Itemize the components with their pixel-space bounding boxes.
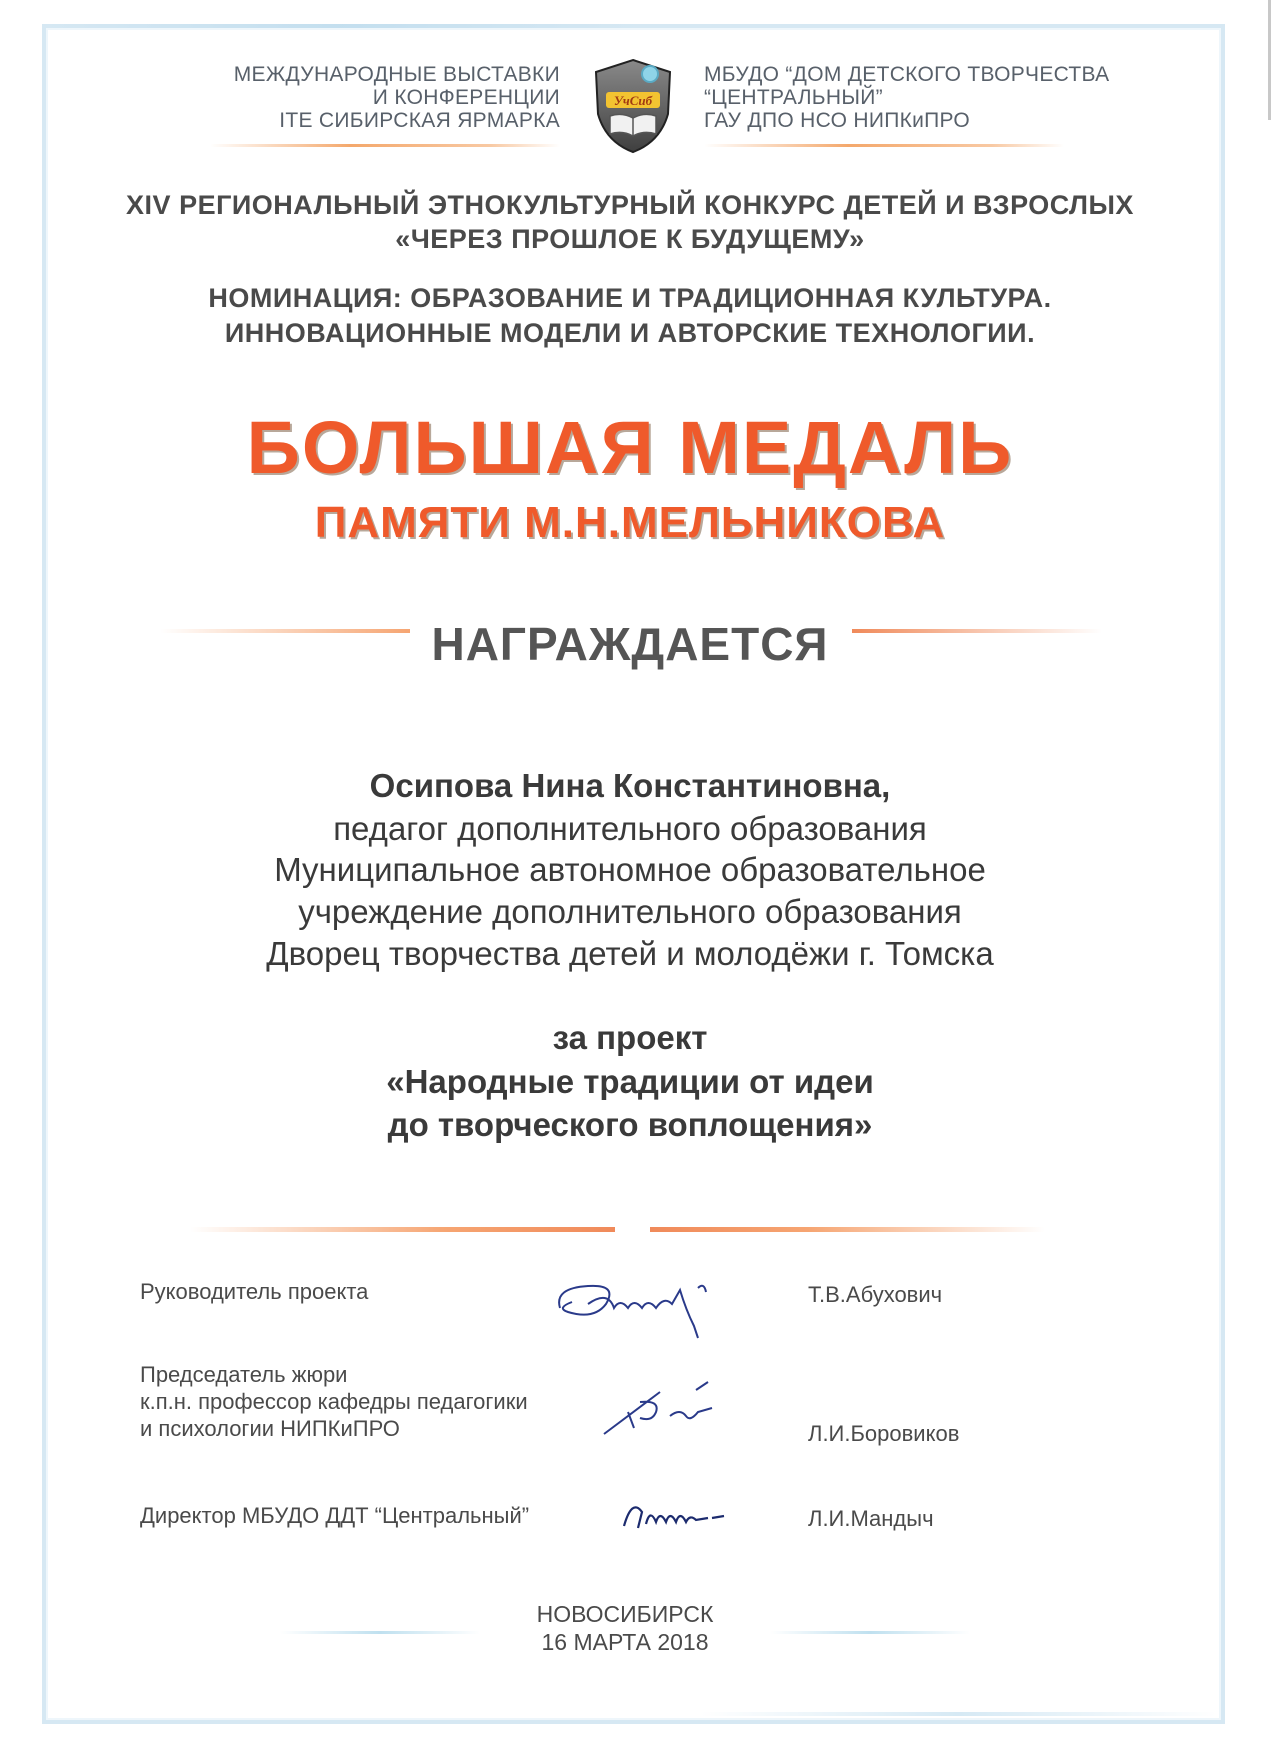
footer-place-date xyxy=(440,1600,810,1656)
signatures-divider-right xyxy=(650,1227,1045,1232)
right-organizer-line: МБУДО “ДОМ ДЕТСКОГО ТВОРЧЕСТВА xyxy=(704,63,1110,86)
project-title-line: до творческого воплощения» xyxy=(387,1106,873,1143)
header-divider-right xyxy=(704,144,1064,147)
awarded-divider-right xyxy=(852,629,1102,633)
footer-city: НОВОСИБИРСК xyxy=(536,1601,714,1627)
left-organizer xyxy=(170,63,560,132)
signer-name: Л.И.Боровиков xyxy=(808,1421,960,1446)
signature-director xyxy=(620,1488,730,1538)
award-title: БОЛЬШАЯ МЕДАЛЬ xyxy=(246,406,1014,489)
contest-title: XIV РЕГИОНАЛЬНЫЙ ЭТНОКУЛЬТУРНЫЙ КОНКУРС ДЕТЕЙ И ВЗРОСЛЫХ xyxy=(126,190,1134,220)
footer-divider-right xyxy=(770,1631,970,1634)
recipient-organization-line: Муниципальное автономное образовательное xyxy=(274,851,986,888)
awarded-label: НАГРАЖДАЕТСЯ xyxy=(431,618,829,670)
uchsib-logo xyxy=(588,56,678,156)
signature-label-line: к.п.н. профессор кафедры педагогики xyxy=(140,1389,528,1414)
right-organizer-line: “ЦЕНТРАЛЬНЫЙ” xyxy=(704,86,883,109)
nomination-line-1: НОМИНАЦИЯ: ОБРАЗОВАНИЕ И ТРАДИЦИОННАЯ КУЛЬТУРА. xyxy=(208,283,1052,313)
logo-text: УчСиб xyxy=(613,93,653,108)
signatures-divider-left xyxy=(190,1227,615,1232)
signature-label-line: Председатель жюри xyxy=(140,1362,348,1387)
left-organizer-line: И КОНФЕРЕНЦИИ xyxy=(372,86,560,109)
recipient-organization-line: учреждение дополнительного образования xyxy=(298,893,962,930)
border-gloss xyxy=(700,1712,1217,1716)
project-title-line: «Народные традиции от идеи xyxy=(386,1063,874,1100)
award-subtitle: ПАМЯТИ М.Н.МЕЛЬНИКОВА xyxy=(314,498,946,547)
signer-name: Л.И.Мандыч xyxy=(808,1506,934,1531)
signature-label-director xyxy=(140,1502,529,1529)
border-gloss xyxy=(42,24,642,28)
contest-subtitle: «ЧЕРЕЗ ПРОШЛОЕ К БУДУЩЕМУ» xyxy=(395,224,865,254)
left-organizer-line: МЕЖДУНАРОДНЫЕ ВЫСТАВКИ xyxy=(233,63,560,86)
footer-date: 16 МАРТА 2018 xyxy=(541,1629,709,1655)
signature-label-project-head xyxy=(140,1278,368,1305)
signer-name: Т.В.Абухович xyxy=(808,1282,943,1307)
book-emblem-icon xyxy=(588,56,678,156)
signature-jury-chair xyxy=(600,1372,740,1442)
signature-label-jury-chair xyxy=(140,1361,528,1442)
right-organizer xyxy=(704,63,1124,132)
scan-edge xyxy=(1268,0,1271,120)
recipient-position: педагог дополнительного образования xyxy=(333,810,927,847)
signature-project-head xyxy=(548,1268,748,1348)
right-organizer-line: ГАУ ДПО НСО НИПКиПРО xyxy=(704,109,971,132)
recipient-name: Осипова Нина Константиновна, xyxy=(369,767,891,804)
left-organizer-line: ITE СИБИРСКАЯ ЯРМАРКА xyxy=(279,109,560,132)
header-divider-left xyxy=(210,144,560,147)
recipient-organization-line: Дворец творчества детей и молодёжи г. Томска xyxy=(266,935,994,972)
signature-label-line: Директор МБУДО ДДТ “Центральный” xyxy=(140,1503,530,1528)
project-for-label: за проект xyxy=(552,1019,708,1056)
signature-label-line: Руководитель проекта xyxy=(140,1279,369,1304)
signature-label-line: и психологии НИПКиПРО xyxy=(140,1416,400,1441)
nomination-line-2: ИННОВАЦИОННЫЕ МОДЕЛИ И АВТОРСКИЕ ТЕХНОЛОГИИ. xyxy=(224,318,1036,348)
